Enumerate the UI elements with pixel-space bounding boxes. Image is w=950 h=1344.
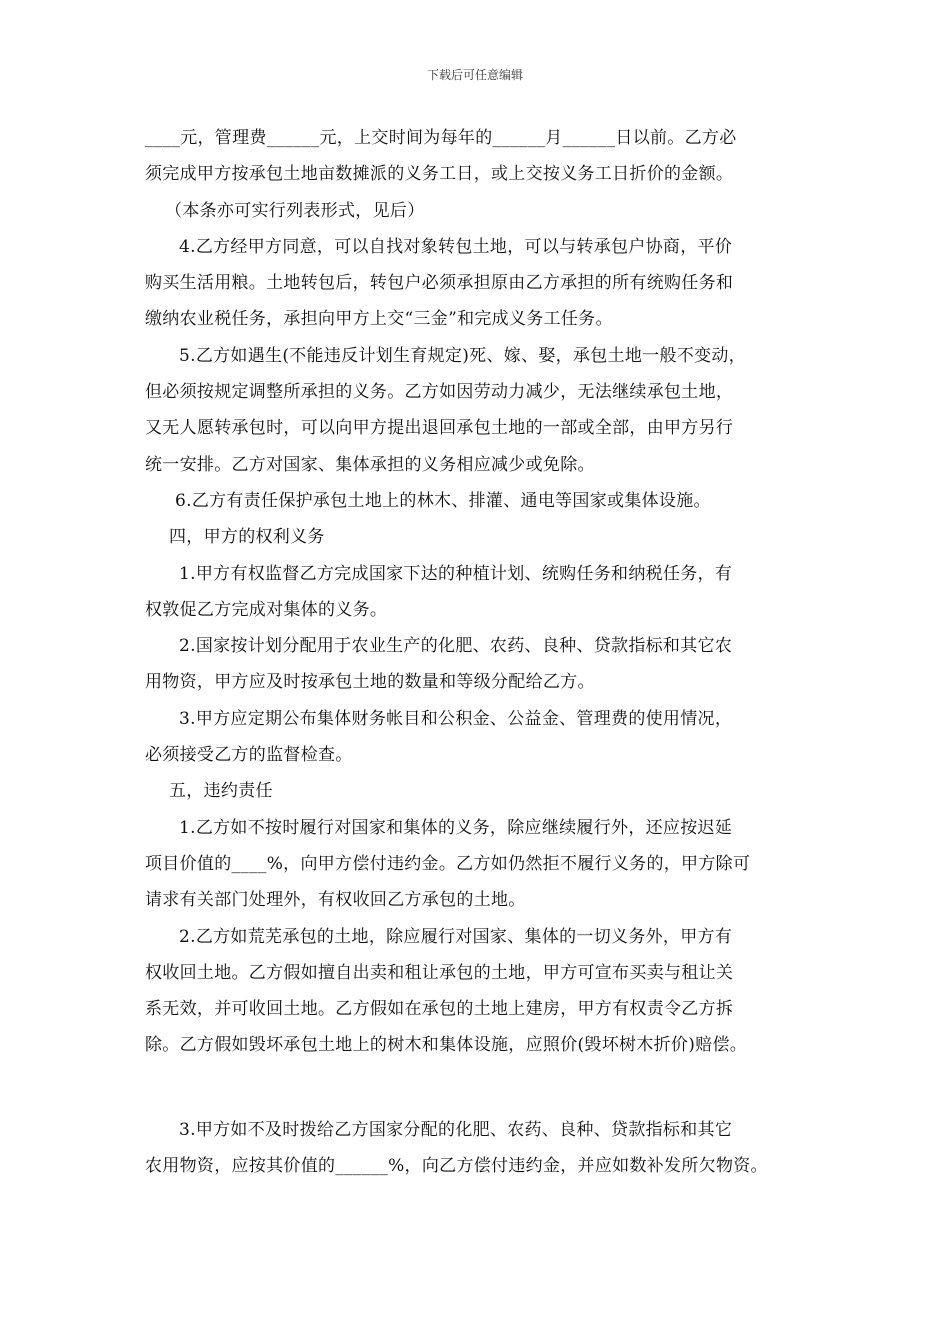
text-line: 又无人愿转承包时，可以向甲方提出退回承包土地的一部或全部，由甲方另行: [145, 418, 734, 439]
text-line: 统一安排。乙方对国家、集体承担的义务相应减少或免除。: [145, 454, 595, 475]
text-line: 农用物资，应按其价值的______%，向乙方偿付违约金，并应如数补发所欠物资。: [145, 1156, 768, 1177]
text-line: 用物资，甲方应及时按承包土地的数量和等级分配给乙方。: [145, 672, 595, 693]
text-line: 权收回土地。乙方假如擅自出卖和租让承包的土地，甲方可宣布买卖与租让关: [145, 962, 734, 983]
text-line: 必须接受乙方的监督检查。: [145, 745, 353, 766]
document-body: [145, 120, 825, 1184]
text-line: 缴纳农业税任务，承担向甲方上交“三金”和完成义务工任务。: [145, 309, 613, 330]
text-line: 3.甲方应定期公布集体财务帐目和公积金、公益金、管理费的使用情况，: [179, 708, 733, 729]
text-line: （本条亦可实行列表形式，见后）: [165, 200, 425, 221]
section-heading: 四，甲方的权利义务: [169, 527, 325, 548]
text-line: 1.甲方有权监督乙方完成国家下达的种植计划、统购任务和纳税任务，有: [179, 563, 733, 584]
section-heading: 五，违约责任: [169, 781, 273, 802]
text-line: 除。乙方假如毁坏承包土地上的树木和集体设施，应照价(毁坏树木折价)赔偿。: [145, 1035, 748, 1056]
text-line: 2.乙方如荒芜承包的土地，除应履行对国家、集体的一切义务外，甲方有: [179, 926, 733, 947]
text-line: 但必须按规定调整所承担的义务。乙方如因劳动力减少，无法继续承包土地，: [145, 382, 734, 403]
text-line: 2.国家按计划分配用于农业生产的化肥、农药、良种、贷款指标和其它农: [179, 636, 733, 657]
text-line: 3.甲方如不及时拨给乙方国家分配的化肥、农药、良种、贷款指标和其它: [179, 1119, 733, 1140]
text-line: 1.乙方如不按时履行对国家和集体的义务，除应继续履行外，还应按迟延: [179, 817, 733, 838]
paragraph-gap: [145, 1064, 825, 1112]
text-line: ____元，管理费______元，上交时间为每年的______月______日以前。乙方必: [145, 128, 737, 148]
text-line: 系无效，并可收回土地。乙方假如在承包的土地上建房，甲方有权责令乙方拆: [145, 999, 734, 1020]
text-line: 请求有关部门处理外，有权收回乙方承包的土地。: [145, 890, 526, 911]
page-header: 下载后可任意编辑: [426, 68, 523, 82]
text-line: 购买生活用粮。土地转包后，转包户必须承担原由乙方承担的所有统购任务和: [145, 273, 734, 294]
text-line: 5.乙方如遇生(不能违反计划生育规定)死、嫁、娶，承包土地一般不变动，: [179, 345, 746, 366]
text-line: 须完成甲方按承包土地亩数摊派的义务工日，或上交按义务工日折价的金额。: [145, 164, 734, 185]
text-line: 项目价值的____%，向甲方偿付违约金。乙方如仍然拒不履行义务的，甲方除可: [145, 853, 751, 874]
text-line: 4.乙方经甲方同意，可以自找对象转包土地，可以与转承包户协商，平价: [179, 236, 733, 257]
text-line: 权敦促乙方完成对集体的义务。: [145, 599, 388, 620]
text-line: 6.乙方有责任保护承包土地上的林木、排灌、通电等国家或集体设施。: [175, 490, 711, 511]
